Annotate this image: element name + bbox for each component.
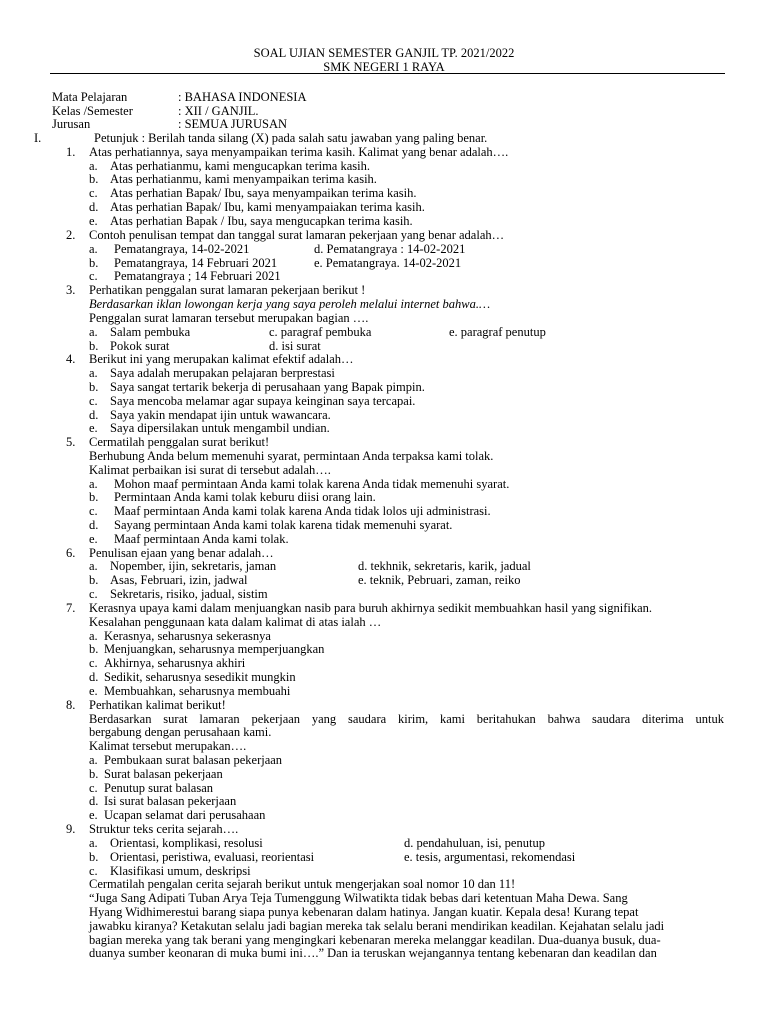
option-letter: a. [89, 242, 98, 256]
option-text: Atas perhatian Bapak/ Ibu, saya menyampaikan terima kasih. [110, 186, 417, 200]
option-text: Salam pembuka [110, 325, 191, 339]
option-text: Saya dipersilakan untuk mengambil undian. [110, 421, 330, 435]
option-letter: e. [89, 421, 98, 435]
option-letter: a. [89, 753, 98, 767]
option-text: e. Pematangraya. 14-02-2021 [314, 256, 462, 270]
option-text: Sekretaris, risiko, jadual, sistim [110, 587, 268, 601]
question-number: 4. [66, 352, 76, 366]
option-text: Menjuangkan, seharusnya memperjuangkan [104, 642, 325, 656]
option-text: d. isi surat [269, 339, 321, 353]
question-text: Kerasnya upaya kami dalam menjuangkan nasib para buruh akhirnya sedikit membuahkan hasil yang signifikan. [89, 601, 653, 615]
question-number: 2. [66, 228, 76, 242]
option-letter: e. [89, 808, 98, 822]
option-text: Saya mencoba melamar agar supaya keinginan saya tercapai. [110, 394, 416, 408]
option-text: Orientasi, peristiwa, evaluasi, reorientasi [110, 850, 315, 864]
option-text: Saya sangat tertarik bekerja di perusahaan yang Bapak pimpin. [110, 380, 425, 394]
section-numeral: I. [34, 131, 42, 145]
option-text: Permintaan Anda kami tolak keburu diisi orang lain. [114, 490, 376, 504]
question-number: 1. [66, 145, 76, 159]
option-letter: d. [89, 518, 99, 532]
option-text: Pokok surat [110, 339, 170, 353]
option-letter: b. [89, 380, 99, 394]
info-value-class: : XII / GANJIL. [178, 104, 259, 118]
option-letter: b. [89, 339, 99, 353]
question-number: 9. [66, 822, 76, 836]
question-text: Contoh penulisan tempat dan tanggal surat lamaran pekerjaan yang benar adalah… [89, 228, 505, 242]
question-prompt: Kalimat perbaikan isi surat di tersebut adalah…. [89, 463, 331, 477]
info-value-subject: : BAHASA INDONESIA [178, 90, 307, 104]
option-text: Pematangraya, 14-02-2021 [114, 242, 250, 256]
question-number: 5. [66, 435, 76, 449]
option-letter: a. [89, 477, 98, 491]
question-text: Perhatikan penggalan surat lamaran pekerjaan berikut ! [89, 283, 366, 297]
option-text: Atas perhatian Bapak/ Ibu, kami menyampaiakan terima kasih. [110, 200, 425, 214]
school-name: SMK NEGERI 1 RAYA [323, 60, 445, 74]
option-text: Sayang permintaan Anda kami tolak karena tidak memenuhi syarat. [114, 518, 453, 532]
option-text: Saya adalah merupakan pelajaran berprestasi [110, 366, 335, 380]
quoted-excerpt: bergabung dengan perusahaan kami. [89, 725, 272, 739]
option-text: Ucapan selamat dari perusahaan [104, 808, 266, 822]
option-letter: b. [89, 850, 99, 864]
option-letter: b. [89, 767, 99, 781]
option-text: d. Pematangraya : 14-02-2021 [314, 242, 466, 256]
question-number: 3. [66, 283, 76, 297]
option-letter: e. [89, 214, 98, 228]
option-text: e. tesis, argumentasi, rekomendasi [404, 850, 576, 864]
passage-line: “Juga Sang Adipati Tuban Arya Teja Tumenggung Wilwatikta tidak bebas dari ketentuan Maha Dewa. Sang [89, 891, 628, 905]
exam-title: SOAL UJIAN SEMESTER GANJIL TP. 2021/2022 [253, 46, 515, 60]
question-text: Atas perhatiannya, saya menyampaikan terima kasih. Kalimat yang benar adalah…. [89, 145, 509, 159]
option-letter: c. [89, 269, 98, 283]
question-prompt: Kesalahan penggunaan kata dalam kalimat di atas ialah … [89, 615, 382, 629]
option-text: d. tekhnik, sekretaris, karik, jadual [358, 559, 531, 573]
question-text: Berikut ini yang merupakan kalimat efektif adalah… [89, 352, 354, 366]
option-text: Atas perhatianmu, kami mengucapkan terima kasih. [110, 159, 370, 173]
option-text: Nopember, ijin, sekretaris, jaman [110, 559, 277, 573]
option-text: e. teknik, Pebruari, zaman, reiko [358, 573, 521, 587]
option-text: Pematangraya ; 14 Februari 2021 [114, 269, 281, 283]
option-text: Mohon maaf permintaan Anda kami tolak karena Anda tidak memenuhi syarat. [114, 477, 510, 491]
question-prompt: Penggalan surat lamaran tersebut merupakan bagian …. [89, 311, 369, 325]
option-letter: c. [89, 504, 98, 518]
info-label-subject: Mata Pelajaran [52, 90, 128, 104]
option-letter: a. [89, 366, 98, 380]
option-text: e. paragraf penutup [449, 325, 546, 339]
option-letter: b. [89, 256, 99, 270]
passage-line: jawabku kiranya? Ketakutan selalu jadi bagian mereka tak selalu berani mendirikan keadilan. Kejahatan selalu jadi [89, 919, 665, 933]
passage-line: duanya sumber keonaran di muka bumi ini….” Dan ia teruskan wejangannya tentang kebenaran dan keadilan dan [89, 946, 657, 960]
question-prompt: Kalimat tersebut merupakan…. [89, 739, 247, 753]
option-text: Akhirnya, seharusnya akhiri [104, 656, 246, 670]
option-letter: c. [89, 781, 98, 795]
question-text: Perhatikan kalimat berikut! [89, 698, 226, 712]
option-letter: a. [89, 325, 98, 339]
option-letter: c. [89, 587, 98, 601]
option-text: Membuahkan, seharusnya membuahi [104, 684, 291, 698]
option-text: Surat balasan pekerjaan [104, 767, 223, 781]
option-letter: d. [89, 670, 99, 684]
option-letter: b. [89, 490, 99, 504]
option-letter: d. [89, 794, 99, 808]
passage-line: bagian mereka yang tak berani yang mengingkari kebenaran mereka melanggar keadilan. Dua-duanya busuk, dua- [89, 933, 661, 947]
info-label-major: Jurusan [52, 117, 91, 131]
info-label-class: Kelas /Semester [52, 104, 133, 118]
option-letter: b. [89, 573, 99, 587]
question-text: Cermatilah penggalan surat berikut! [89, 435, 270, 449]
quoted-excerpt: Berdasarkan iklan lowongan kerja yang saya peroleh melalui internet bahwa.… [89, 297, 491, 311]
option-letter: e. [89, 684, 98, 698]
option-letter: c. [89, 186, 98, 200]
option-text: Atas perhatianmu, kami menyampaikan terima kasih. [110, 172, 377, 186]
option-text: Orientasi, komplikasi, resolusi [110, 836, 263, 850]
option-text: Pematangraya, 14 Februari 2021 [114, 256, 278, 270]
option-letter: d. [89, 200, 99, 214]
question-text: Penulisan ejaan yang benar adalah… [89, 546, 274, 560]
option-letter: d. [89, 408, 99, 422]
quoted-excerpt: Berdasarkan surat lamaran pekerjaan yang saudara kirim, kami beritahukan bahwa saudara diterima untuk [89, 712, 724, 726]
option-text: Isi surat balasan pekerjaan [104, 794, 237, 808]
option-letter: a. [89, 559, 98, 573]
quoted-excerpt: Berhubung Anda belum memenuhi syarat, permintaan Anda terpaksa kami tolak. [89, 449, 494, 463]
option-text: Pembukaan surat balasan pekerjaan [104, 753, 283, 767]
option-letter: c. [89, 656, 98, 670]
option-text: d. pendahuluan, isi, penutup [404, 836, 545, 850]
option-letter: e. [89, 532, 98, 546]
passage-line: Hyang Widhimerestui barang siapa punya kebenaran dalam hatinya. Jangan kuatir. Kepala desa! Kurang tepat [89, 905, 639, 919]
option-text: Sedikit, seharusnya sesedikit mungkin [104, 670, 296, 684]
question-number: 7. [66, 601, 76, 615]
section-instruction: Petunjuk : Berilah tanda silang (X) pada salah satu jawaban yang paling benar. [94, 131, 488, 145]
option-letter: a. [89, 159, 98, 173]
header-divider [50, 73, 725, 74]
question-text: Struktur teks cerita sejarah…. [89, 822, 239, 836]
option-letter: a. [89, 836, 98, 850]
option-text: Atas perhatian Bapak / Ibu, saya mengucapkan terima kasih. [110, 214, 413, 228]
option-letter: b. [89, 172, 99, 186]
question-number: 6. [66, 546, 76, 560]
info-value-major: : SEMUA JURUSAN [178, 117, 288, 131]
option-letter: c. [89, 864, 98, 878]
option-text: Penutup surat balasan [104, 781, 214, 795]
option-text: Asas, Februari, izin, jadwal [110, 573, 248, 587]
option-text: c. paragraf pembuka [269, 325, 372, 339]
option-text: Maaf permintaan Anda kami tolak karena Anda tidak lolos uji administrasi. [114, 504, 491, 518]
option-letter: b. [89, 642, 99, 656]
option-letter: a. [89, 629, 98, 643]
option-letter: c. [89, 394, 98, 408]
passage-intro: Cermatilah pengalan cerita sejarah berikut untuk mengerjakan soal nomor 10 dan 11! [89, 877, 516, 891]
option-text: Saya yakin mendapat ijin untuk wawancara. [110, 408, 331, 422]
option-text: Kerasnya, seharusnya sekerasnya [104, 629, 271, 643]
option-text: Klasifikasi umum, deskripsi [110, 864, 251, 878]
option-text: Maaf permintaan Anda kami tolak. [114, 532, 289, 546]
question-number: 8. [66, 698, 76, 712]
